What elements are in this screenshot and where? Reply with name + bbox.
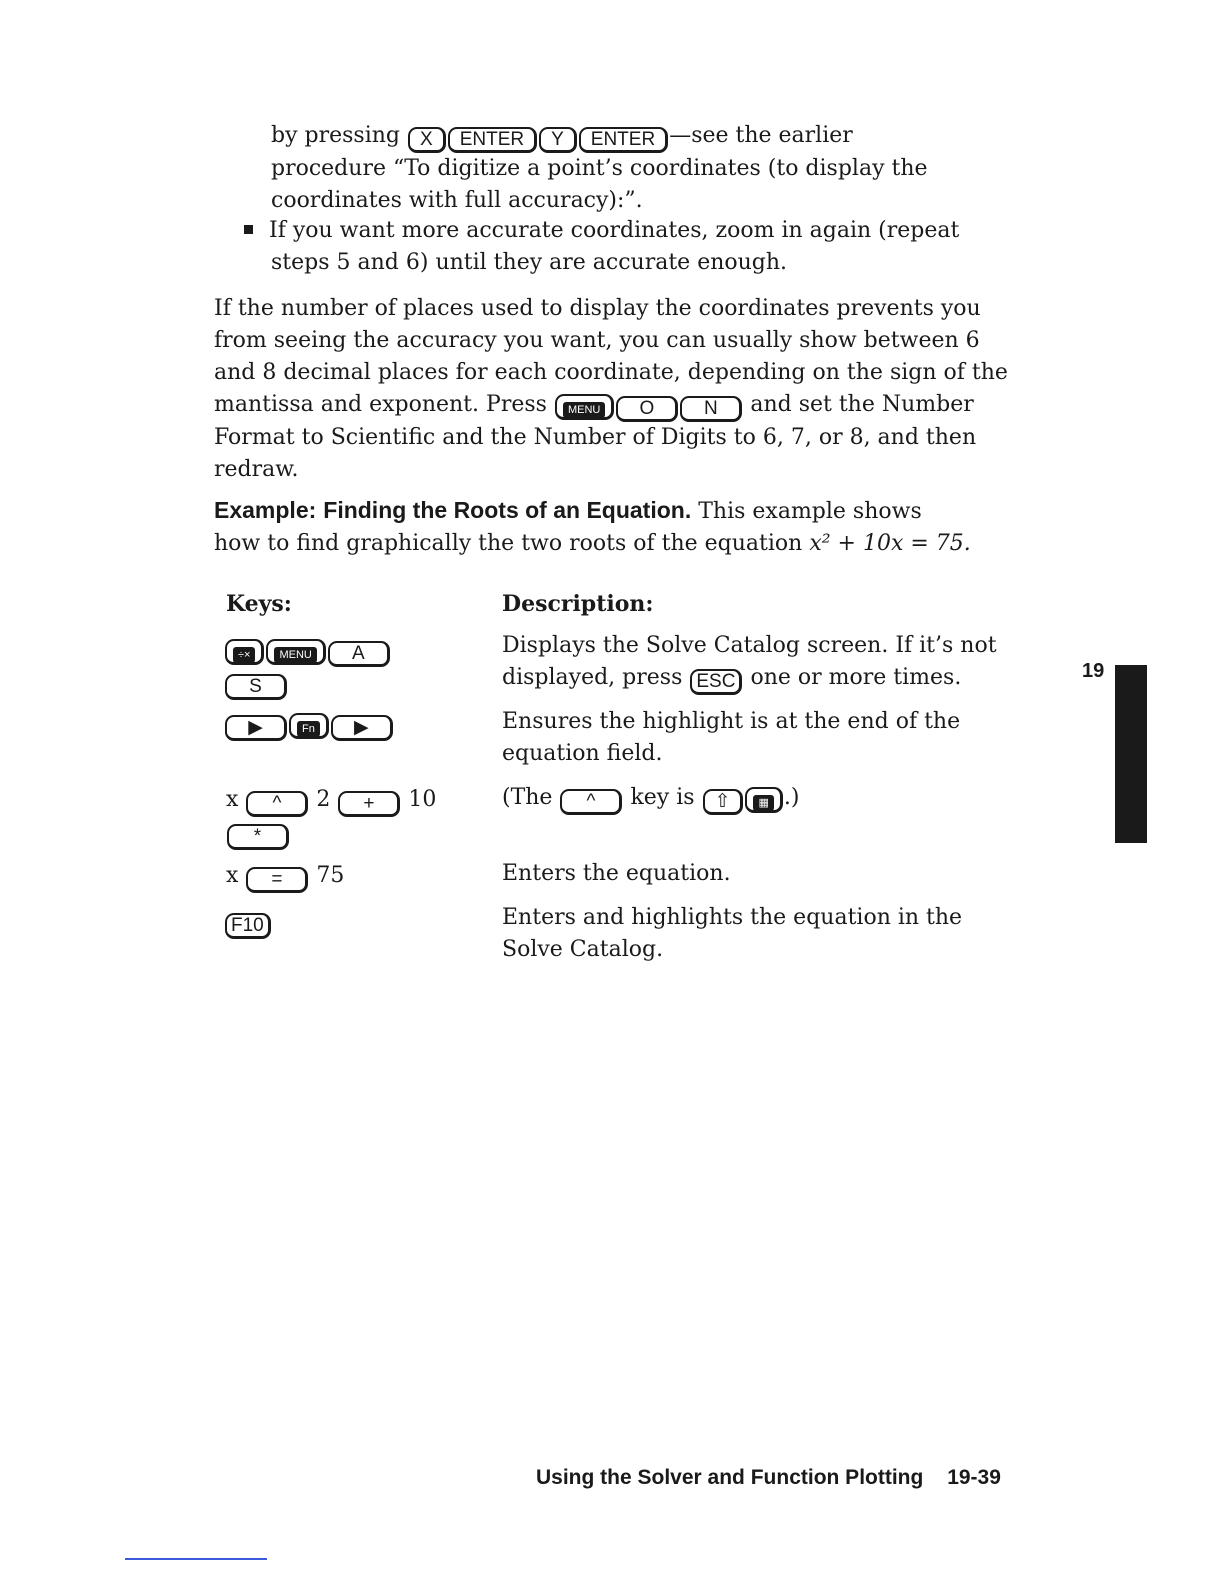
footer-title: Using the Solver and Function Plotting: [536, 1466, 924, 1489]
para-line-2: from seeing the accuracy you want, you can usually show between 6: [214, 328, 980, 353]
f10-key: F10: [225, 913, 271, 939]
paragraph: [214, 293, 1054, 486]
row-3-desc-tail: .): [783, 785, 800, 810]
row-1-description: [502, 630, 1062, 695]
menu-key: [266, 639, 325, 665]
para-line-6: redraw.: [214, 457, 299, 482]
fn-icon: Fn: [297, 721, 320, 737]
page-number: 19-39: [947, 1466, 1001, 1489]
para-line-3: and 8 decimal places for each coordinate, depending on the sign of the: [214, 360, 1008, 385]
solve-icon: ÷×: [233, 647, 255, 663]
example-label: Example:: [214, 497, 317, 523]
menu-icon: MENU: [563, 402, 605, 418]
top-line-3: coordinates with full accuracy):”.: [271, 188, 643, 213]
para-line-1: If the number of places used to display the coordinates prevents you: [214, 296, 981, 321]
key-s: S: [225, 674, 287, 700]
top-line-1: [271, 120, 1031, 153]
caret-key: ^: [246, 791, 308, 817]
row-2-desc-line-1: Ensures the highlight is at the end of the: [502, 709, 961, 734]
row-3-keys: [226, 784, 436, 850]
row-1-desc-line-1: Displays the Solve Catalog screen. If it’s not: [502, 633, 997, 658]
shift-key: ⇧: [703, 789, 744, 815]
right-arrow-key: ▶: [225, 715, 287, 741]
example-line-1-tail: This example shows: [698, 499, 922, 524]
row-4-description: Enters the equation.: [502, 861, 731, 886]
top-line-2: procedure “To digitize a point’s coordinates (to display the: [271, 156, 928, 181]
top-line-1-text: by pressing: [271, 123, 400, 148]
right-arrow-key: ▶: [331, 715, 393, 741]
para-line-4-tail: and set the Number: [750, 392, 974, 417]
key-enter: ENTER: [579, 127, 668, 153]
footer: [536, 1466, 1001, 1490]
row-2-keys: [224, 708, 394, 741]
number-10: 10: [408, 787, 437, 812]
caret-key: ^: [560, 789, 622, 815]
key-x: X: [408, 127, 446, 153]
menu-key: [555, 394, 614, 420]
example-line-2-text: how to find graphically the two roots of the equation: [214, 531, 803, 556]
bullet-item: [244, 215, 1024, 279]
keys-header: Keys:: [226, 591, 292, 617]
row-2-description: [502, 706, 1062, 770]
key-esc: ESC: [690, 669, 742, 695]
row-1-desc-text: displayed, press: [502, 665, 683, 690]
solve-key: [225, 639, 264, 665]
row-1-desc-tail: one or more times.: [750, 665, 962, 690]
row-5-desc-line-1: Enters and highlights the equation in the: [502, 905, 963, 930]
example-line-2: [214, 528, 1054, 560]
key-y: Y: [539, 127, 577, 153]
row-5-keys: [224, 906, 272, 939]
chapter-tab: [1115, 665, 1147, 843]
top-block: [271, 120, 1031, 217]
row-5-description: [502, 902, 1062, 966]
number-75: 75: [316, 863, 345, 888]
solve-icon: ▦: [753, 795, 773, 811]
key-a: A: [328, 641, 390, 667]
row-1-desc-line-2: [502, 662, 1062, 695]
equation: x² + 10x = 75.: [809, 531, 971, 556]
digit-2: 2: [316, 787, 331, 812]
bullet-line-2: steps 5 and 6) until they are accurate enough.: [271, 250, 788, 275]
row-1-keys: [224, 634, 391, 700]
para-line-4-text: mantissa and exponent. Press: [214, 392, 547, 417]
row-3-description: [502, 782, 1062, 815]
row-2-desc-line-2: equation field.: [502, 741, 663, 766]
row-3-desc-text: (The: [502, 785, 553, 810]
row-5-desc-line-2: Solve Catalog.: [502, 937, 664, 962]
equals-key: =: [246, 867, 308, 893]
menu-icon: MENU: [274, 647, 316, 663]
x-char: x: [226, 787, 239, 812]
fn-key: [289, 713, 329, 739]
example-title: Finding the Roots of an Equation.: [323, 497, 692, 523]
para-line-5: Format to Scientific and the Number of Digits to 6, 7, or 8, and then: [214, 425, 977, 450]
key-n: N: [680, 396, 742, 422]
row-4-keys: [226, 860, 344, 893]
para-line-4: [214, 389, 1054, 422]
bullet-line-1: If you want more accurate coordinates, zoom in again (repeat: [269, 218, 960, 243]
solve-key: [745, 787, 782, 813]
star-key: *: [227, 824, 289, 850]
bullet-icon: [244, 225, 253, 234]
chapter-number: 19: [1082, 660, 1105, 682]
row-3-desc-mid: key is: [630, 785, 695, 810]
key-o: O: [616, 396, 678, 422]
description-header: Description:: [502, 591, 654, 617]
bottom-rule: [125, 1558, 267, 1560]
top-line-1-tail: —see the earlier: [669, 123, 853, 148]
example-line-1: [214, 494, 1054, 528]
key-enter: ENTER: [448, 127, 537, 153]
plus-key: +: [338, 791, 400, 817]
example: [214, 494, 1054, 560]
x-char: x: [226, 863, 239, 888]
